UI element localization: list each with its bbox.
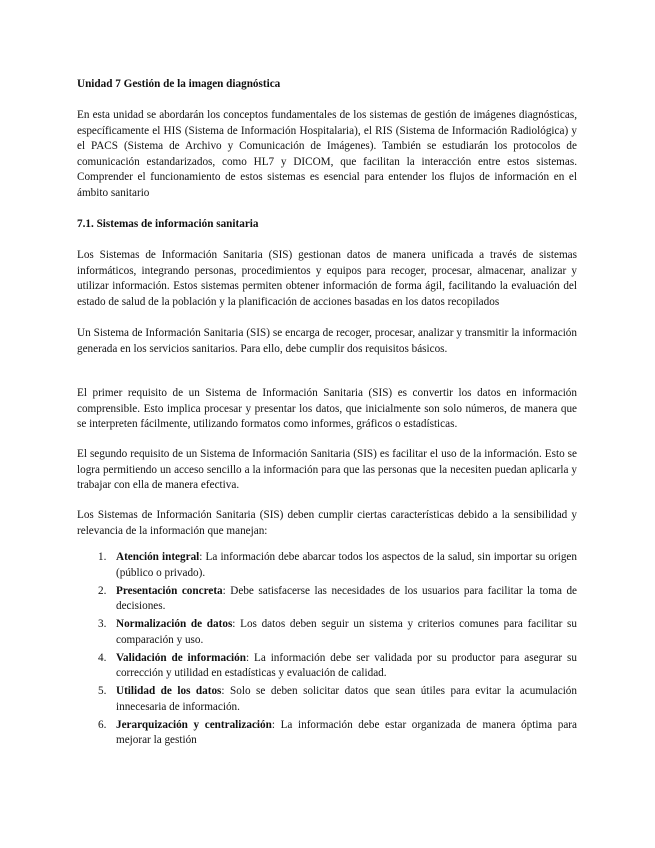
list-item: 1. Atención integral: La información debe abarcar todos los aspectos de la salud, sin importar su origen (público o privado). [98, 551, 577, 579]
list-item-term: Utilidad de los datos [116, 685, 222, 698]
list-item-text: : La información debe estar organizada de manera óptima para mejorar la gestión [116, 718, 577, 747]
paragraph-1: Los Sistemas de Información Sanitaria (SIS) gestionan datos de manera unificada a través de sistemas informáticos, integrando personas, procedimientos y equipos para recoger, procesar, almacenar, analizar y utilizar información. Estos sistemas permiten obtener información de forma ágil, facilitando la evaluación del estado de salud de la población y la planificación de acciones basadas en los datos recopilados [77, 249, 577, 308]
list-item: 6. Jerarquización y centralización: La información debe estar organizada de manera óptima para mejorar la gestión [98, 718, 577, 747]
paragraph-3: El primer requisito de un Sistema de Información Sanitaria (SIS) es convertir los datos en información comprensible. Esto implica procesar y presentar los datos, que inicialmente son solo números, de manera que se interpreten fácilmente, utilizando formatos como informes, gráficos o estadísticas. [77, 387, 577, 431]
list-item: 3. Normalización de datos: Los datos deben seguir un sistema y criterios comunes para facilitar su comparación y uso. [98, 618, 577, 646]
list-item: 5. Utilidad de los datos: Solo se deben solicitar datos que sean útiles para evitar la acumulación innecesaria de información. [98, 685, 577, 713]
paragraph-2: Un Sistema de Información Sanitaria (SIS) se encarga de recoger, procesar, analizar y transmitir la información generada en los servicios sanitarios. Para ello, debe cumplir dos requisitos básicos. [77, 327, 577, 355]
list-item-text: : Solo se deben solicitar datos que sean útiles para evitar la acumulación innecesaria de información. [116, 685, 577, 713]
list-item-text: : La información debe ser validada por su productor para asegurar su corrección y utilidad en estadísticas y evaluación de calidad. [116, 651, 577, 680]
list-item-text: : La información debe abarcar todos los aspectos de la salud, sin importar su origen (público o privado). [116, 551, 577, 579]
paragraph-4: El segundo requisito de un Sistema de Información Sanitaria (SIS) es facilitar el uso de la información. Esto se logra permitiendo un acceso sencillo a la información para que las personas que la necesiten puedan aplicarla y trabajar con ella de manera efectiva. [77, 448, 577, 492]
list-item-term: Normalización de datos [116, 618, 233, 631]
paragraph-5: Los Sistemas de Información Sanitaria (SIS) deben cumplir ciertas características debido a la sensibilidad y relevancia de la información que manejan: [77, 509, 577, 537]
list-item-text: : Los datos deben seguir un sistema y criterios comunes para facilitar su comparación y uso. [116, 618, 577, 646]
characteristics-list [77, 550, 577, 751]
list-item: 2. Presentación concreta: Debe satisfacerse las necesidades de los usuarios para facilitar la toma de decisiones. [98, 584, 578, 613]
list-item: 4. Validación de información: La información debe ser validada por su productor para asegurar su corrección y utilidad en estadísticas y evaluación de calidad. [98, 651, 577, 680]
list-item-term: Jerarquización y centralización [116, 718, 272, 731]
list-item-text: : Debe satisfacerse las necesidades de los usuarios para facilitar la toma de decisiones. [116, 584, 578, 613]
unit-title: Unidad 7 Gestión de la imagen diagnóstica [77, 78, 281, 90]
list-item-term: Atención integral [116, 551, 200, 563]
list-item-term: Validación de información [116, 651, 246, 664]
list-item-term: Presentación concreta [116, 584, 223, 597]
section-title: 7.1. Sistemas de información sanitaria [77, 218, 259, 230]
intro-paragraph: En esta unidad se abordarán los conceptos fundamentales de los sistemas de gestión de imágenes diagnósticas, específicamente el HIS (Sistema de Información Hospitalaria), el RIS (Sistema de Información Radiológica) y el PACS (Sistema de Archivo y Comunicación de Imágenes). También se estudiarán los protocolos de comunicación estandarizados, como HL7 y DICOM, que facilitan la interacción entre estos sistemas. Comprender el funcionamiento de estos sistemas es esencial para entender los flujos de información en el ámbito sanitario [77, 109, 577, 199]
